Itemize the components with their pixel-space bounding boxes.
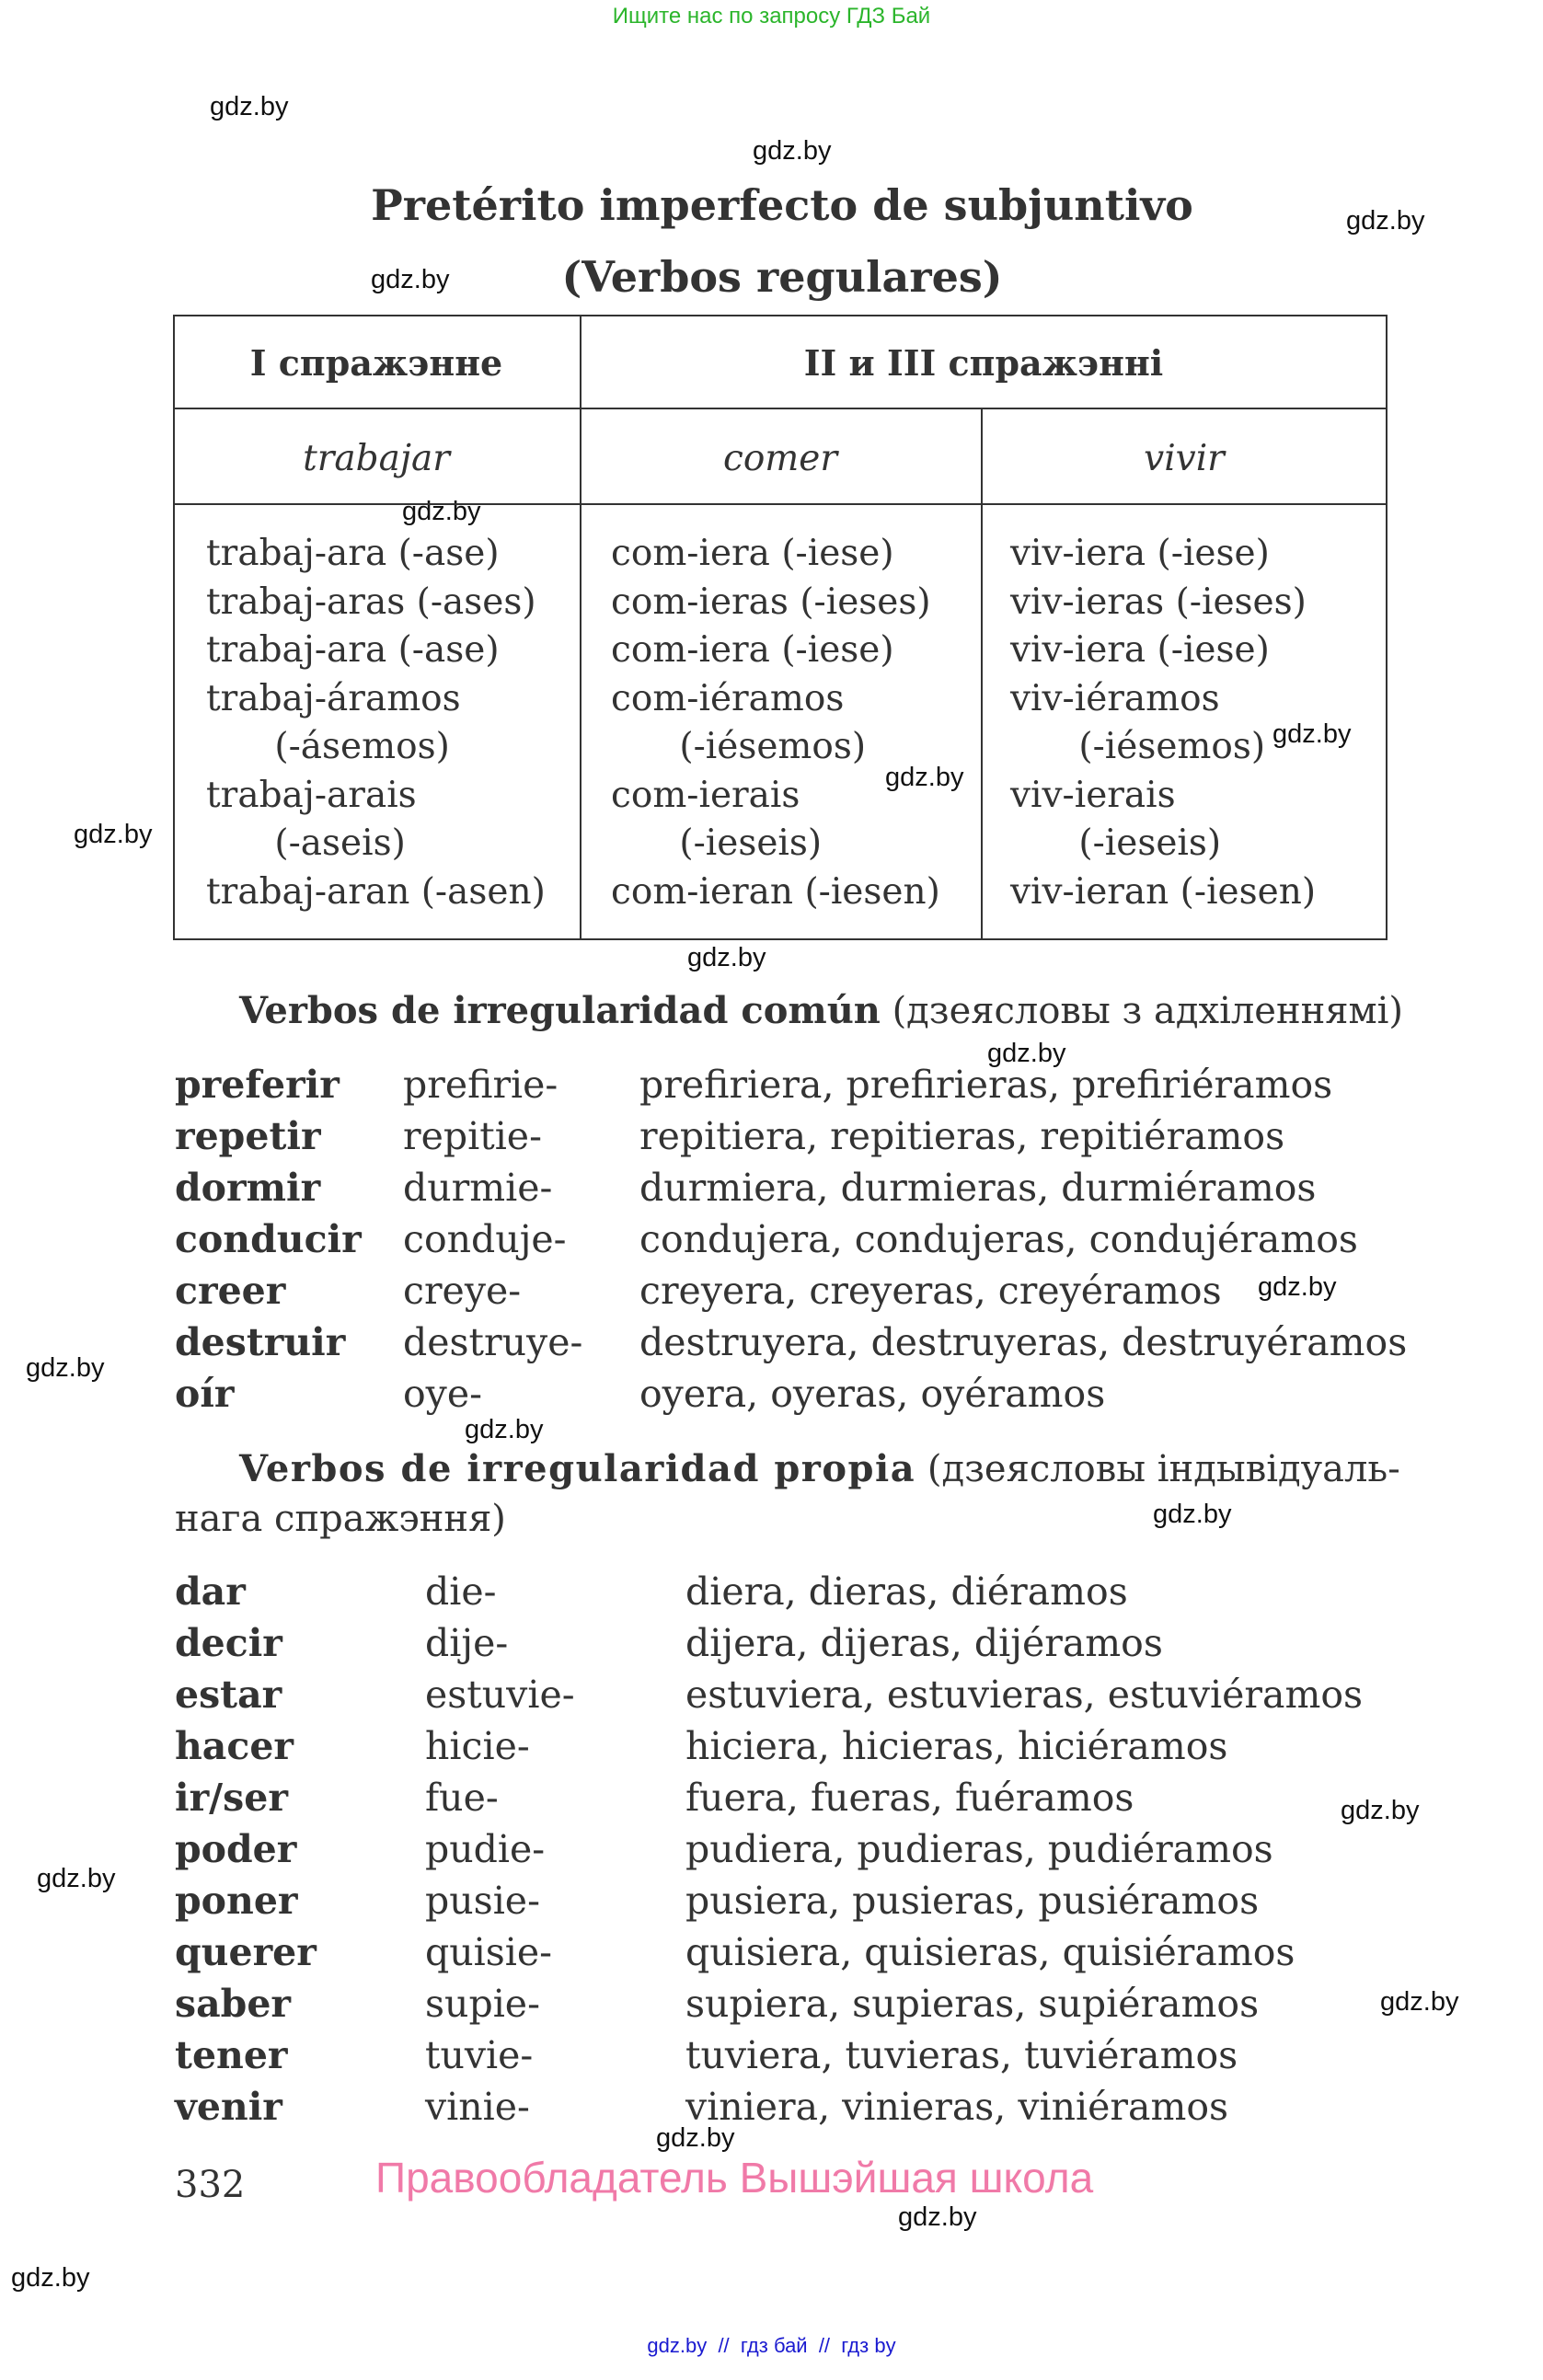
verb-infinitive: tener [175,2033,288,2077]
conjugation-form: com-iera (-iese) [611,629,894,671]
verb-forms: supiera, supieras, supiéramos [685,1982,1260,2026]
conjugation-form: trabaj-arais [206,774,417,816]
conjugation-form: viv-iera (-iese) [1010,629,1270,671]
conjugation-form: com-ierais [611,774,800,816]
verb-infinitive: decir [175,1621,282,1665]
table-divider [580,315,582,940]
conjugation-form: (-ieseis) [611,822,823,864]
watermark: gdz.by [402,497,481,526]
conjugation-form: trabaj-ara (-ase) [206,629,500,671]
watermark: gdz.by [11,2263,90,2293]
verb-forms: repitiera, repitieras, repitiéramos [639,1114,1285,1158]
verb-infinitive: dar [175,1569,246,1614]
verb-forms: pudiera, pudieras, pudiéramos [685,1827,1273,1871]
verb-infinitive: repetir [175,1114,321,1158]
conjugation-form: viv-ieras (-ieses) [1010,581,1307,623]
verb-forms: prefiriera, prefirieras, prefiriéramos [639,1063,1333,1107]
conjugation-form: com-ieras (-ieses) [611,581,931,623]
watermark: gdz.by [465,1415,544,1444]
verb-infinitive: ir/ser [175,1776,288,1820]
conjugation-form: viv-iéramos [1010,677,1220,719]
watermark: gdz.by [1380,1987,1459,2017]
verb-infinitive: querer [175,1930,317,1974]
conjugation-form: (-ásemos) [206,726,450,767]
conjugation-form: trabaj-ara (-ase) [206,533,500,574]
verb-forms: condujera, condujeras, condujéramos [639,1217,1358,1261]
watermark: gdz.by [1272,719,1352,749]
verb-forms: diera, dieras, diéramos [685,1569,1128,1614]
conjugation-form: (-iésemos) [1010,726,1266,767]
conjugation-form: (-iésemos) [611,726,867,767]
verb-infinitive: saber [175,1982,292,2026]
conjugation-form: com-iéramos [611,677,845,719]
watermark: gdz.by [885,763,964,792]
watermark: gdz.by [753,136,832,166]
verb-forms: viniera, vinieras, viniéramos [685,2085,1229,2129]
section-heading-bold: Verbos de irregularidad propia [239,1447,916,1490]
verb-stem: quisie- [425,1930,553,1974]
conjugation-form: trabaj-aran (-asen) [206,870,546,913]
verb-infinitive: hacer [175,1724,294,1768]
verb-forms: fuera, fueras, fuéramos [685,1776,1134,1820]
verb-stem: oye- [403,1372,482,1416]
footer-links: gdz.by // гдз бай // гдз by [647,2334,896,2357]
section-heading-comun [239,989,1403,1032]
conjugation-column-trabajar [206,530,546,916]
verb-stem: fue- [425,1776,499,1820]
section-heading-bold: Verbos de irregularidad común [239,989,881,1032]
conjugation-form: com-iera (-iese) [611,533,894,574]
verb-stem: hicie- [425,1724,530,1768]
watermark: gdz.by [898,2202,977,2232]
verb-forms: hiciera, hicieras, hiciéramos [685,1724,1228,1768]
verb-infinitive: conducir [175,1217,362,1261]
verb-stem: repitie- [403,1114,542,1158]
table-header-first-conjugation: I спражэнне [249,342,503,384]
verb-infinitive: poder [175,1827,297,1871]
verb-stem: durmie- [403,1166,553,1210]
conjugation-column-vivir [1010,530,1316,916]
watermark: gdz.by [210,92,289,121]
verb-infinitive: dormir [175,1166,321,1210]
verb-stem: destruye- [403,1320,583,1364]
watermark: gdz.by [1341,1796,1420,1825]
verb-forms: tuviera, tuvieras, tuviéramos [685,2033,1238,2077]
conjugation-column-comer [611,530,940,916]
verb-stem: pusie- [425,1879,540,1923]
page-title: Pretérito imperfecto de subjuntivo [371,180,1193,230]
conjugation-form: (-aseis) [206,822,406,864]
top-banner: Ищите нас по запросу ГДЗ Бай [612,4,931,29]
section-heading-note: (дзеясловы з адхіленнямі) [880,990,1404,1032]
verb-forms: dijera, dijeras, dijéramos [685,1621,1163,1665]
verb-stem: conduje- [403,1217,567,1261]
verb-forms: durmiera, durmieras, durmiéramos [639,1166,1317,1210]
conjugation-form: (-ieseis) [1010,822,1222,864]
watermark: gdz.by [687,943,766,972]
verb-infinitive: destruir [175,1320,346,1364]
verb-stem: creye- [403,1269,522,1313]
verb-forms: oyera, oyeras, oyéramos [639,1372,1106,1416]
infinitive-vivir: vivir [1144,438,1225,479]
conjugation-form: viv-iera (-iese) [1010,533,1270,574]
page-subtitle: (Verbos regulares) [561,252,1003,302]
table-header-second-third-conjugation: II и III спражэнні [803,342,1164,384]
section-heading-note: (дзеясловы індывідуаль- [915,1448,1400,1490]
verb-stem: estuvie- [425,1673,575,1717]
watermark: gdz.by [1346,206,1425,236]
copyright-notice: Правообладатель Вышэйшая школа [375,2154,1094,2202]
watermark: gdz.by [37,1864,116,1893]
watermark: gdz.by [987,1039,1066,1068]
verb-stem: vinie- [425,2085,530,2129]
table-divider [173,408,1388,409]
conjugation-form: trabaj-áramos [206,677,461,719]
verb-forms: destruyera, destruyeras, destruyéramos [639,1320,1408,1364]
table-divider [981,408,983,940]
verb-infinitive: poner [175,1879,298,1923]
verb-forms: estuviera, estuvieras, estuviéramos [685,1673,1364,1717]
verb-infinitive: estar [175,1673,282,1717]
watermark: gdz.by [371,265,450,294]
watermark: gdz.by [1153,1500,1232,1529]
verb-stem: tuvie- [425,2033,534,2077]
verb-forms: creyera, creyeras, creyéramos [639,1269,1222,1313]
verb-infinitive: venir [175,2085,282,2129]
watermark: gdz.by [74,820,153,849]
conjugation-form: com-ieran (-iesen) [611,870,940,913]
watermark: gdz.by [656,2123,735,2153]
verb-forms: quisiera, quisieras, quisiéramos [685,1930,1295,1974]
infinitive-trabajar: trabajar [303,438,450,479]
infinitive-comer: comer [722,438,838,479]
verb-stem: supie- [425,1982,540,2026]
verb-infinitive: oír [175,1372,235,1416]
verb-infinitive: preferir [175,1063,340,1107]
verb-stem: pudie- [425,1827,546,1871]
verb-stem: die- [425,1569,497,1614]
verb-forms: pusiera, pusieras, pusiéramos [685,1879,1260,1923]
conjugation-form: viv-ierais [1010,774,1176,816]
verb-stem: dije- [425,1621,509,1665]
page-number: 332 [175,2164,246,2206]
section-heading-propia [239,1447,1400,1490]
section-heading-propia-continued: нага спражэння) [175,1498,506,1540]
conjugation-form: viv-ieran (-iesen) [1010,870,1317,913]
conjugation-form: trabaj-aras (-ases) [206,581,536,623]
watermark: gdz.by [1258,1272,1337,1302]
table-divider [173,503,1388,505]
verb-infinitive: creer [175,1269,286,1313]
verb-stem: prefirie- [403,1063,558,1107]
watermark: gdz.by [26,1353,105,1383]
